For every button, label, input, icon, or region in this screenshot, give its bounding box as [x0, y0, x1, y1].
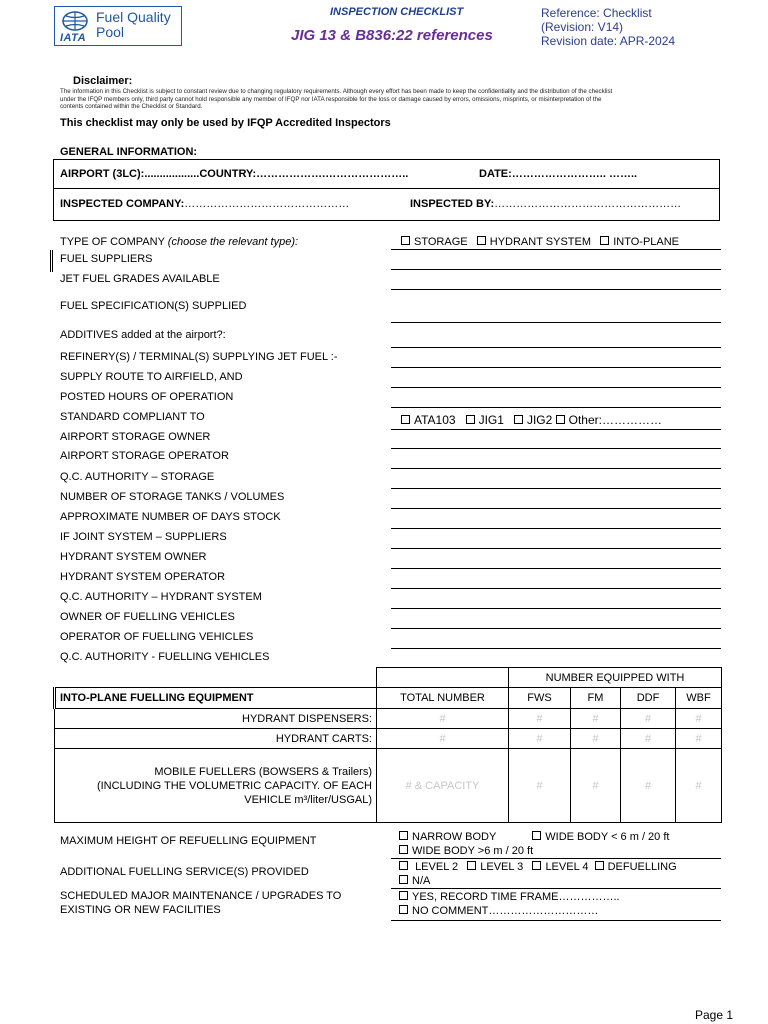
table-row: [55, 709, 722, 729]
maintenance-yes-row: [399, 891, 620, 903]
wide-body-small-option: WIDE BODY < 6 m / 20 ft: [545, 831, 670, 843]
inspected-by-field[interactable]: [410, 198, 681, 210]
ifqp-logo: [54, 6, 184, 46]
na-checkbox[interactable]: [399, 875, 408, 884]
mobile-line1: MOBILE FUELLERS (BOWSERS & Trailers): [154, 765, 372, 778]
answer-line[interactable]: [391, 367, 721, 368]
answer-line[interactable]: [391, 249, 721, 250]
fws-header: FWS: [509, 688, 571, 709]
logo-name: [96, 10, 171, 40]
jig2-option: JIG2: [526, 413, 553, 427]
level3-checkbox[interactable]: [467, 861, 476, 870]
count-input[interactable]: #: [509, 729, 571, 749]
answer-line[interactable]: [391, 528, 721, 529]
hydrant-option: HYDRANT SYSTEM: [489, 236, 592, 248]
defuelling-checkbox[interactable]: [595, 861, 604, 870]
no-checkbox[interactable]: [399, 905, 408, 914]
airport-dots: ..................: [144, 168, 200, 180]
logo-line2: Pool: [96, 24, 125, 40]
answer-line[interactable]: [391, 568, 721, 569]
type-label-text: TYPE OF COMPANY: [60, 236, 165, 248]
level4-checkbox[interactable]: [532, 861, 541, 870]
storage-checkbox[interactable]: [401, 236, 410, 245]
count-input[interactable]: #: [676, 709, 722, 729]
standard-options: [401, 413, 662, 427]
disclaimer-text: The information in this Checklist is subject to constant review due to changing regulatory requirements. Although every effort has been made to keep the confidentiality and the distribution of the checklist under the IFQP members only, third party cannot hold responsible any member of IFQP nor IATA responsible for the loss or damage caused by errors, omissions, misprints, or misinterpretation of the contents contained within the Checklist or Standard.: [60, 88, 613, 111]
level4-option: LEVEL 4: [545, 861, 589, 873]
answer-line[interactable]: [391, 508, 721, 509]
fm-header: FM: [571, 688, 621, 709]
table-header-row: [55, 688, 722, 709]
inspected-by-dots: ……………………………………………: [494, 198, 682, 210]
yes-option: YES, RECORD TIME FRAME……………..: [412, 891, 620, 903]
revision-text: (Revision: V14): [541, 20, 624, 34]
field-label: APPROXIMATE NUMBER OF DAYS STOCK: [60, 511, 281, 523]
logo-line1: Fuel Quality: [96, 9, 171, 25]
field-label: POSTED HOURS OF OPERATION: [60, 391, 234, 403]
date-label: DATE:: [479, 168, 512, 180]
table-row: [55, 749, 722, 823]
field-label: Q.C. AUTHORITY – HYDRANT SYSTEM: [60, 591, 262, 603]
answer-line[interactable]: [391, 588, 721, 589]
no-option: NO COMMENT…………………………: [412, 905, 599, 917]
checklist-subtitle: JIG 13 & B836:22 references: [291, 27, 493, 44]
field-label: IF JOINT SYSTEM – SUPPLIERS: [60, 531, 227, 543]
other-option: Other:……………: [568, 413, 662, 427]
mobile-line3: VEHICLE m³/liter/USGAL): [244, 793, 372, 806]
ata103-checkbox[interactable]: [401, 415, 410, 424]
into-plane-checkbox[interactable]: [600, 236, 609, 245]
country-dots: ……………….…………………..: [256, 168, 409, 180]
narrow-body-checkbox[interactable]: [399, 831, 408, 840]
field-label: HYDRANT SYSTEM OWNER: [60, 551, 207, 563]
hydrant-checkbox[interactable]: [477, 236, 486, 245]
answer-line[interactable]: [391, 347, 721, 348]
answer-line[interactable]: [391, 608, 721, 609]
storage-option: STORAGE: [414, 236, 468, 248]
total-input[interactable]: #: [377, 709, 509, 729]
field-label: Q.C. AUTHORITY – STORAGE: [60, 471, 215, 483]
answer-line[interactable]: [391, 407, 721, 408]
field-label: AIRPORT STORAGE OPERATOR: [60, 450, 229, 462]
field-label: SUPPLY ROUTE TO AIRFIELD, AND: [60, 371, 243, 383]
answer-line[interactable]: [391, 628, 721, 629]
count-input[interactable]: #: [571, 709, 621, 729]
service-options-row2: [399, 875, 430, 887]
empty-cell: [377, 668, 509, 688]
table-group-header-row: [55, 668, 722, 688]
maintenance-label-line2: EXISTING OR NEW FACILITIES: [60, 904, 221, 916]
answer-line[interactable]: [391, 289, 721, 290]
disclaimer-heading: Disclaimer:: [73, 75, 133, 87]
type-hint: (choose the relevant type):: [167, 236, 299, 248]
hydrant-dispensers-label: HYDRANT DISPENSERS:: [55, 709, 377, 729]
wbf-header: WBF: [676, 688, 722, 709]
count-input[interactable]: #: [571, 729, 621, 749]
count-input[interactable]: #: [676, 749, 722, 823]
height-options-row2: [399, 845, 533, 857]
height-options-row1: [399, 831, 669, 843]
equipment-table: [53, 667, 722, 823]
airport-label: AIRPORT (3LC):: [60, 168, 145, 180]
yes-checkbox[interactable]: [399, 891, 408, 900]
wide-body-large-option: WIDE BODY >6 m / 20 ft: [412, 845, 534, 857]
company-label: INSPECTED COMPANY:: [60, 198, 185, 210]
company-dots: ………………………………………: [184, 198, 350, 210]
level3-option: LEVEL 3: [480, 861, 524, 873]
field-label: FUEL SUPPLIERS: [60, 253, 153, 265]
checklist-title: INSPECTION CHECKLIST: [330, 6, 464, 18]
revision-date-text: Revision date: APR-2024: [541, 34, 676, 48]
count-input[interactable]: #: [676, 729, 722, 749]
answer-line[interactable]: [391, 648, 721, 649]
accredited-note: This checklist may only be used by IFQP Accredited Inspectors: [60, 117, 391, 129]
count-input[interactable]: #: [571, 749, 621, 823]
additional-services-label: ADDITIONAL FUELLING SERVICE(S) PROVIDED: [60, 866, 309, 878]
total-input[interactable]: #: [377, 729, 509, 749]
field-label: HYDRANT SYSTEM OPERATOR: [60, 571, 226, 583]
field-label: OPERATOR OF FUELLING VEHICLES: [60, 631, 254, 643]
revision-change-bar: [50, 250, 53, 272]
jig1-checkbox[interactable]: [466, 415, 475, 424]
general-info-heading: GENERAL INFORMATION:: [60, 146, 198, 158]
ddf-header: DDF: [621, 688, 676, 709]
mobile-fuellers-label: [55, 749, 377, 823]
answer-line[interactable]: [391, 488, 721, 489]
maintenance-label-line1: SCHEDULED MAJOR MAINTENANCE / UPGRADES TO: [60, 890, 342, 902]
inspected-company-field[interactable]: [60, 198, 349, 210]
count-input[interactable]: #: [509, 709, 571, 729]
type-of-company-label: [60, 236, 298, 248]
narrow-body-option: NARROW BODY: [412, 831, 497, 843]
count-input[interactable]: #: [509, 749, 571, 823]
inspected-by-label: INSPECTED BY:: [410, 198, 495, 210]
logo-iata-text: IATA: [60, 32, 87, 44]
field-label: AIRPORT STORAGE OWNER: [60, 431, 211, 443]
general-info-divider: [53, 188, 720, 189]
level2-checkbox[interactable]: [399, 861, 408, 870]
date-field[interactable]: [479, 168, 637, 180]
globe-icon: [62, 11, 88, 31]
wide-body-large-checkbox[interactable]: [399, 845, 408, 854]
maintenance-no-row: [399, 905, 598, 917]
level2-option: LEVEL 2: [415, 861, 459, 873]
na-option: N/A: [412, 875, 431, 887]
ata103-option: ATA103: [414, 413, 456, 427]
max-height-label: MAXIMUM HEIGHT OF REFUELLING EQUIPMENT: [60, 835, 317, 847]
number-equipped-header: NUMBER EQUIPPED WITH: [509, 668, 722, 688]
answer-line[interactable]: [391, 322, 721, 323]
country-label: COUNTRY:: [199, 168, 257, 180]
other-checkbox[interactable]: [556, 415, 565, 424]
field-label: ADDITIVES added at the airport?:: [60, 329, 226, 341]
service-options-row1: [399, 861, 677, 873]
field-label: STANDARD COMPLIANT TO: [60, 411, 205, 423]
count-input[interactable]: #: [621, 729, 676, 749]
wide-body-small-checkbox[interactable]: [532, 831, 541, 840]
field-label: Q.C. AUTHORITY - FUELLING VEHICLES: [60, 651, 270, 663]
jig2-checkbox[interactable]: [514, 415, 523, 424]
table-row: [55, 729, 722, 749]
answer-line[interactable]: [391, 387, 721, 388]
field-label: NUMBER OF STORAGE TANKS / VOLUMES: [60, 491, 285, 503]
hydrant-carts-label: HYDRANT CARTS:: [55, 729, 377, 749]
empty-cell: [55, 668, 377, 688]
type-options: [401, 236, 679, 248]
answer-line[interactable]: [391, 858, 721, 859]
answer-line[interactable]: [391, 448, 721, 449]
answer-line[interactable]: [391, 269, 721, 270]
capacity-input[interactable]: # & CAPACITY: [377, 749, 509, 823]
count-input[interactable]: #: [621, 709, 676, 729]
field-label: JET FUEL GRADES AVAILABLE: [60, 273, 220, 285]
airport-field[interactable]: [60, 168, 408, 180]
mobile-line2: (INCLUDING THE VOLUMETRIC CAPACITY. OF EACH: [96, 779, 372, 792]
date-dots: …………………….. ……..: [511, 168, 638, 180]
into-plane-option: INTO-PLANE: [613, 236, 680, 248]
count-input[interactable]: #: [621, 749, 676, 823]
total-number-header: TOTAL NUMBER: [377, 688, 509, 709]
reference-text: Reference: Checklist: [541, 6, 652, 20]
equipment-title: INTO-PLANE FUELLING EQUIPMENT: [55, 688, 377, 709]
answer-line[interactable]: [391, 920, 721, 921]
page-number: Page 1: [695, 1008, 734, 1022]
jig1-option: JIG1: [478, 413, 504, 427]
field-label: FUEL SPECIFICATION(S) SUPPLIED: [60, 300, 247, 312]
defuelling-option: DEFUELLING: [607, 861, 677, 873]
answer-line[interactable]: [391, 888, 721, 889]
answer-line[interactable]: [391, 429, 721, 430]
answer-line[interactable]: [391, 468, 721, 469]
field-label: REFINERY(S) / TERMINAL(S) SUPPLYING JET FUEL :-: [60, 351, 338, 363]
field-label: OWNER OF FUELLING VEHICLES: [60, 611, 235, 623]
answer-line[interactable]: [391, 548, 721, 549]
